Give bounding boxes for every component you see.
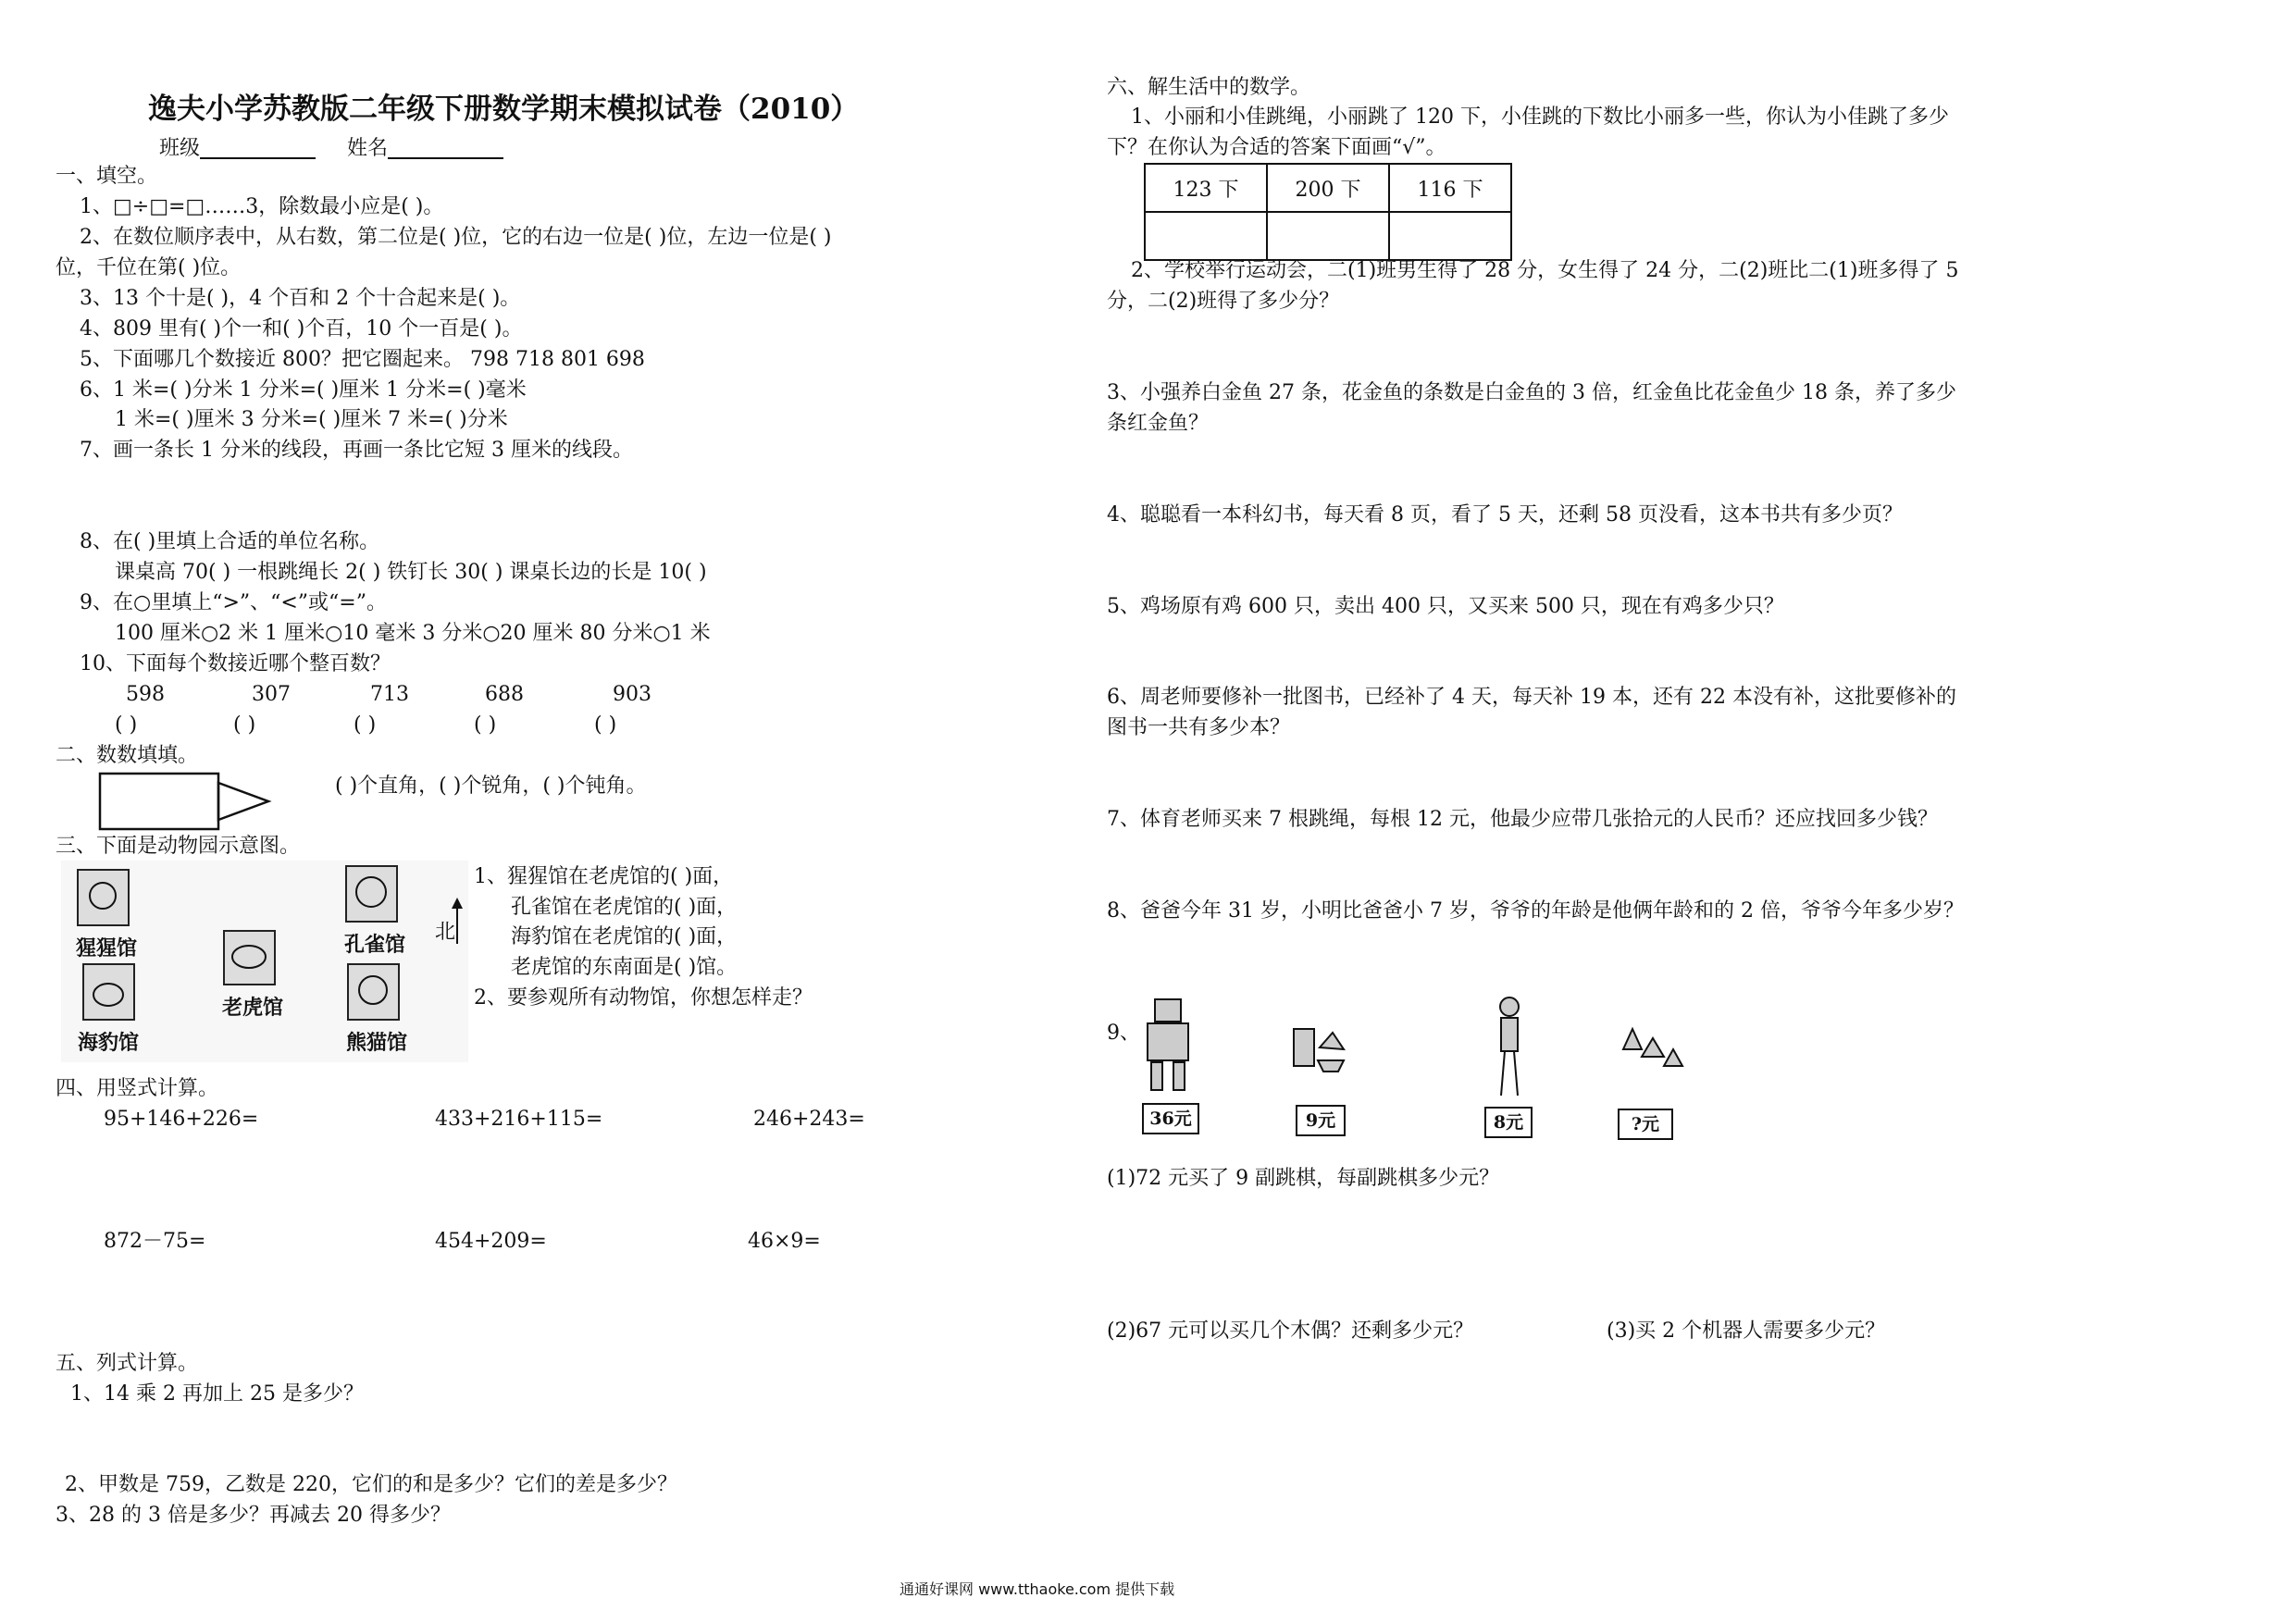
s1-q7: 7、画一条长 1 分米的线段，再画一条比它短 3 厘米的线段。 bbox=[80, 439, 633, 462]
chess-box-icon bbox=[1294, 1029, 1314, 1066]
s6-q1a: 1、小丽和小佳跳绳，小丽跳了 120 下，小佳跳的下数比小丽多一些，你认为小佳跳了多少 bbox=[1131, 105, 1949, 129]
s6-q9-2: (2)67 元可以买几个木偶？还剩多少元？ bbox=[1107, 1319, 1474, 1343]
orangutan-icon bbox=[78, 870, 129, 925]
answer-option: 200 下 bbox=[1267, 164, 1389, 212]
robot-leg-icon bbox=[1151, 1062, 1162, 1090]
section-5-heading: 五、列式计算。 bbox=[56, 1352, 199, 1375]
cone-icon bbox=[1642, 1038, 1664, 1057]
q10-num: 598 bbox=[126, 683, 165, 706]
s5-q2: 2、甲数是 759，乙数是 220，它们的和是多少？它们的差是多少？ bbox=[65, 1473, 677, 1496]
q10-num: 307 bbox=[252, 683, 291, 706]
seal-icon bbox=[83, 964, 134, 1020]
robot-icon bbox=[1155, 999, 1181, 1022]
s1-q10: 10、下面每个数接近哪个整百数？ bbox=[80, 652, 391, 675]
puppet-leg-icon bbox=[1514, 1051, 1518, 1096]
cone-icon bbox=[1623, 1029, 1642, 1049]
s6-q2b: 分，二(2)班得了多少分？ bbox=[1107, 290, 1340, 313]
north-label: 北 bbox=[435, 921, 456, 944]
toy-pictures bbox=[1135, 992, 1708, 1112]
s6-q3a: 3、小强养白金鱼 27 条，花金鱼的条数是白金鱼的 3 倍，红金鱼比花金鱼少 18 条，养了多少 bbox=[1107, 381, 1956, 404]
s6-q1b: 下？在你认为合适的答案下面画“√”。 bbox=[1107, 136, 1446, 159]
section-3-heading: 三、下面是动物园示意图。 bbox=[56, 835, 301, 858]
footer-credit: 通通好课网 www.tthaoke.com 提供下载 bbox=[900, 1580, 1175, 1598]
q10-answer[interactable]: ( ) bbox=[594, 713, 617, 737]
name-blank[interactable] bbox=[388, 137, 503, 159]
q10-answer[interactable]: ( ) bbox=[115, 713, 138, 737]
calc-item: 433+216+115= bbox=[435, 1108, 603, 1131]
class-field bbox=[159, 137, 316, 159]
s6-q8: 8、爸爸今年 31 岁，小明比爸爸小 7 岁，爷爷的年龄是他俩年龄和的 2 倍，爷爷今年多少岁？ bbox=[1107, 899, 1964, 923]
puppet-leg-icon bbox=[1501, 1051, 1505, 1096]
robot-body-icon bbox=[1148, 1023, 1188, 1060]
robot-leg-icon bbox=[1173, 1062, 1185, 1090]
s6-q6a: 6、周老师要修补一批图书，已经补了 4 天，每天补 19 本，还有 22 本没有补，这批要修补的 bbox=[1107, 686, 1956, 709]
s3-q2: 2、要参观所有动物馆，你想怎样走？ bbox=[474, 986, 813, 1010]
zoo-label-seal: 海豹馆 bbox=[78, 1031, 140, 1055]
s3-q1c: 海豹馆在老虎馆的( )面， bbox=[511, 925, 738, 948]
s6-q2a: 2、学校举行运动会，二(1)班男生得了 28 分，女生得了 24 分，二(2)班比二(1)班多得了 5 bbox=[1131, 259, 1959, 282]
calc-item: 872－75= bbox=[104, 1230, 206, 1253]
price-tag-chess: 9元 bbox=[1296, 1105, 1346, 1136]
puppet-body-icon bbox=[1501, 1018, 1518, 1051]
answer-option: 116 下 bbox=[1389, 164, 1511, 212]
q10-answer[interactable]: ( ) bbox=[233, 713, 256, 737]
answer-option: 123 下 bbox=[1145, 164, 1267, 212]
s5-q3: 3、28 的 3 倍是多少？再减去 20 得多少？ bbox=[56, 1504, 451, 1527]
q10-answer[interactable]: ( ) bbox=[354, 713, 377, 737]
calc-item: 46×9= bbox=[748, 1230, 821, 1253]
puppet-icon bbox=[1500, 997, 1519, 1016]
s6-q9-3: (3)买 2 个机器人需要多少元？ bbox=[1607, 1319, 1886, 1343]
q10-num: 713 bbox=[370, 683, 409, 706]
s6-q9: 9、 bbox=[1107, 1022, 1140, 1045]
zoo-label-panda: 熊猫馆 bbox=[346, 1031, 408, 1055]
zoo-label-tiger: 老虎馆 bbox=[222, 996, 284, 1020]
s1-q2a: 2、在数位顺序表中，从右数，第二位是( )位，它的右边一位是( )位，左边一位是( ) bbox=[80, 226, 832, 249]
q10-num: 903 bbox=[613, 683, 652, 706]
answer-cell[interactable] bbox=[1389, 212, 1511, 260]
s1-q2b: 位，千位在第( )位。 bbox=[56, 256, 242, 279]
s6-q4: 4、聪聪看一本科幻书，每天看 8 页，看了 5 天，还剩 58 页没看，这本书共有多少页？ bbox=[1107, 503, 1903, 527]
s1-q8: 8、在( )里填上合适的单位名称。 bbox=[80, 530, 380, 553]
s5-q1: 1、14 乘 2 再加上 25 是多少？ bbox=[70, 1382, 364, 1406]
s6-q6b: 图书一共有多少本？ bbox=[1107, 716, 1291, 739]
s1-q1: 1、□÷□=□……3，除数最小应是( )。 bbox=[80, 195, 444, 218]
class-blank[interactable] bbox=[200, 137, 316, 159]
s6-q3b: 条红金鱼？ bbox=[1107, 412, 1210, 435]
chess-piece-icon bbox=[1320, 1033, 1344, 1049]
section-1-heading: 一、填空。 bbox=[56, 165, 158, 188]
zoo-map bbox=[61, 861, 468, 1062]
zoo-label-orangutan: 猩猩馆 bbox=[76, 936, 138, 960]
page-title: 逸夫小学苏教版二年级下册数学期末模拟试卷（2010） bbox=[148, 93, 860, 126]
s1-q6a: 6、1 米=( )分米 1 分米=( )厘米 1 分米=( )毫米 bbox=[80, 378, 527, 402]
triangle-shape bbox=[218, 783, 268, 820]
answer-table bbox=[1144, 163, 1512, 261]
calc-item: 454+209= bbox=[435, 1230, 547, 1253]
q10-answer[interactable]: ( ) bbox=[474, 713, 497, 737]
chess-piece-icon bbox=[1318, 1060, 1344, 1072]
calc-item: 246+243= bbox=[753, 1108, 865, 1131]
section-6-heading: 六、解生活中的数学。 bbox=[1107, 76, 1311, 99]
q10-num: 688 bbox=[485, 683, 524, 706]
s2-text: ( )个直角，( )个锐角，( )个钝角。 bbox=[335, 774, 647, 798]
s1-q3: 3、13 个十是( )，4 个百和 2 个十合起来是( )。 bbox=[80, 287, 521, 310]
name-label: 姓名 bbox=[347, 137, 389, 160]
s1-q4: 4、809 里有( )个一和( )个百，10 个一百是( )。 bbox=[80, 317, 523, 341]
s3-q1b: 孔雀馆在老虎馆的( )面， bbox=[511, 896, 738, 919]
s6-q5: 5、鸡场原有鸡 600 只，卖出 400 只，又买来 500 只，现在有鸡多少只？ bbox=[1107, 595, 1784, 618]
s1-q5: 5、下面哪几个数接近 800？把它圈起来。 798 718 801 698 bbox=[80, 348, 645, 371]
shape-figure bbox=[96, 770, 281, 835]
s1-q9: 9、在○里填上“>”、“<”或“=”。 bbox=[80, 591, 387, 614]
answer-cell[interactable] bbox=[1145, 212, 1267, 260]
s1-q8b: 课桌高 70( ) 一根跳绳长 2( ) 铁钉长 30( ) 课桌长边的长是 10( ) bbox=[115, 561, 707, 584]
peacock-icon bbox=[346, 866, 397, 922]
class-label: 班级 bbox=[159, 137, 201, 160]
panda-icon bbox=[348, 964, 399, 1020]
name-field bbox=[347, 137, 503, 159]
price-tag-cones: ?元 bbox=[1618, 1109, 1673, 1140]
s6-q7: 7、体育老师买来 7 根跳绳，每根 12 元，他最少应带几张拾元的人民币？还应找回多少钱？ bbox=[1107, 808, 1938, 831]
s3-q1d: 老虎馆的东南面是( )馆。 bbox=[511, 956, 738, 979]
section-2-heading: 二、数数填填。 bbox=[56, 744, 199, 767]
s6-q9-1: (1)72 元买了 9 副跳棋，每副跳棋多少元？ bbox=[1107, 1167, 1500, 1190]
cone-icon bbox=[1664, 1049, 1682, 1066]
s3-q1a: 1、猩猩馆在老虎馆的( )面， bbox=[474, 865, 734, 888]
price-tag-puppet: 8元 bbox=[1484, 1107, 1533, 1138]
rectangle-shape bbox=[100, 774, 218, 829]
calc-item: 95+146+226= bbox=[104, 1108, 259, 1131]
answer-cell[interactable] bbox=[1267, 212, 1389, 260]
s1-q6b: 1 米=( )厘米 3 分米=( )厘米 7 米=( )分米 bbox=[115, 408, 508, 431]
section-4-heading: 四、用竖式计算。 bbox=[56, 1077, 219, 1100]
s1-q9b: 100 厘米○2 米 1 厘米○10 毫米 3 分米○20 厘米 80 分米○1 米 bbox=[115, 622, 711, 645]
zoo-label-peacock: 孔雀馆 bbox=[344, 933, 406, 957]
price-tag-robot: 36元 bbox=[1142, 1103, 1199, 1134]
